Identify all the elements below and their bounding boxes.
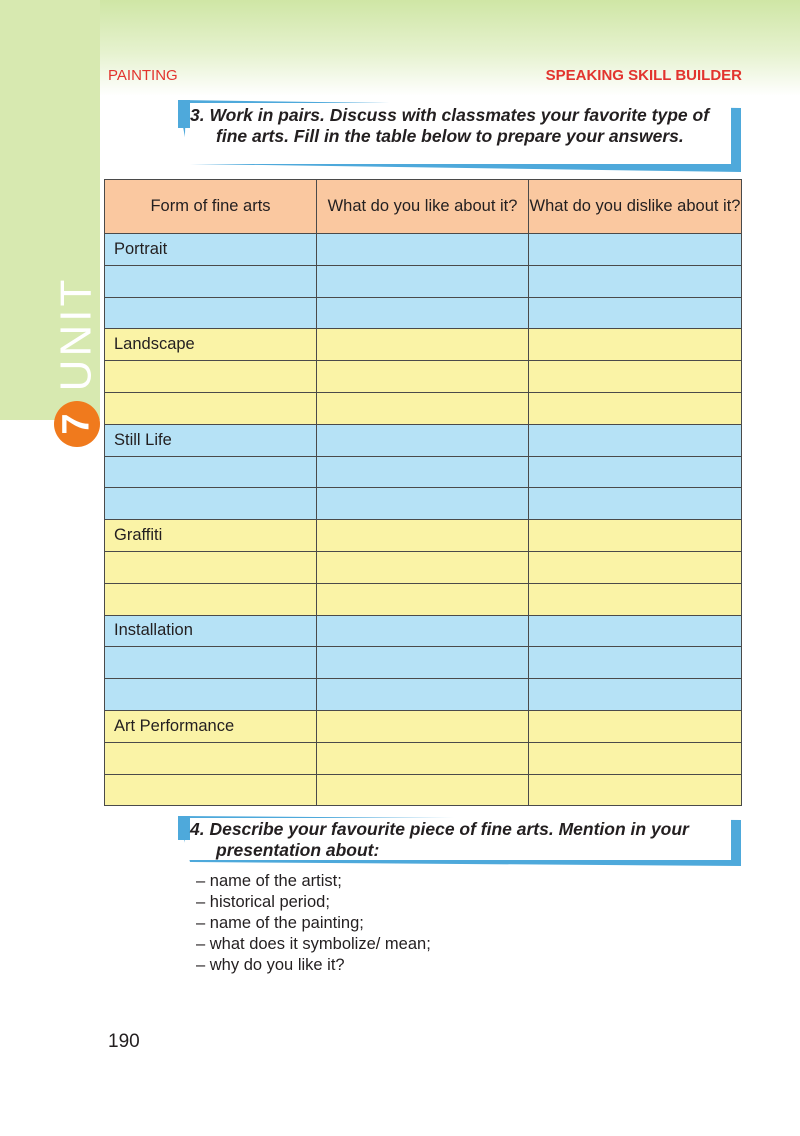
table-row bbox=[105, 392, 742, 424]
table-row bbox=[105, 742, 742, 774]
blank-cell[interactable] bbox=[105, 488, 317, 520]
page-number: 190 bbox=[108, 1031, 140, 1052]
like-input-cell[interactable] bbox=[317, 520, 529, 552]
section-title: PAINTING bbox=[108, 67, 178, 84]
like-input-cell[interactable] bbox=[317, 488, 529, 520]
table-row bbox=[105, 774, 742, 806]
table-row bbox=[105, 615, 742, 647]
dislike-input-cell[interactable] bbox=[529, 742, 742, 774]
like-input-cell[interactable] bbox=[317, 424, 529, 456]
dislike-input-cell[interactable] bbox=[529, 297, 742, 329]
like-input-cell[interactable] bbox=[317, 234, 529, 266]
list-item: – why do you like it? bbox=[196, 955, 431, 976]
art-form-cell: Portrait bbox=[105, 234, 317, 266]
fine-arts-table bbox=[104, 179, 742, 806]
unit-number-badge bbox=[54, 401, 100, 447]
like-input-cell[interactable] bbox=[317, 647, 529, 679]
dislike-input-cell[interactable] bbox=[529, 265, 742, 297]
blank-cell[interactable] bbox=[105, 742, 317, 774]
like-input-cell[interactable] bbox=[317, 297, 529, 329]
unit-number: 7 bbox=[55, 413, 98, 435]
blank-cell[interactable] bbox=[105, 551, 317, 583]
art-form-cell: Still Life bbox=[105, 424, 317, 456]
like-input-cell[interactable] bbox=[317, 329, 529, 361]
dislike-input-cell[interactable] bbox=[529, 583, 742, 615]
dislike-input-cell[interactable] bbox=[529, 551, 742, 583]
art-form-cell: Graffiti bbox=[105, 520, 317, 552]
table-row bbox=[105, 234, 742, 266]
dislike-input-cell[interactable] bbox=[529, 647, 742, 679]
dislike-input-cell[interactable] bbox=[529, 488, 742, 520]
unit-label-text: UNIT bbox=[51, 276, 100, 392]
blank-cell[interactable] bbox=[105, 392, 317, 424]
list-item: – historical period; bbox=[196, 892, 431, 913]
art-form-cell: Installation bbox=[105, 615, 317, 647]
dislike-input-cell[interactable] bbox=[529, 329, 742, 361]
table-row bbox=[105, 456, 742, 488]
blank-cell[interactable] bbox=[105, 647, 317, 679]
table-row bbox=[105, 679, 742, 711]
list-item: – name of the artist; bbox=[196, 871, 431, 892]
art-form-cell: Landscape bbox=[105, 329, 317, 361]
like-input-cell[interactable] bbox=[317, 615, 529, 647]
exercise-3-instruction: 3. Work in pairs. Discuss with classmates your favorite type of fine arts. Fill in the table below to prepare your answers. bbox=[190, 105, 710, 146]
blank-cell[interactable] bbox=[105, 265, 317, 297]
list-item: – what does it symbolize/ mean; bbox=[196, 934, 431, 955]
table-row bbox=[105, 424, 742, 456]
like-input-cell[interactable] bbox=[317, 679, 529, 711]
exercise-3-banner bbox=[178, 98, 741, 172]
like-input-cell[interactable] bbox=[317, 551, 529, 583]
table-row bbox=[105, 297, 742, 329]
unit-label bbox=[52, 278, 100, 390]
exercise-4-instruction: 4. Describe your favourite piece of fine arts. Mention in your presentation about: bbox=[190, 819, 689, 860]
dislike-input-cell[interactable] bbox=[529, 615, 742, 647]
blank-cell[interactable] bbox=[105, 361, 317, 393]
dislike-input-cell[interactable] bbox=[529, 392, 742, 424]
like-input-cell[interactable] bbox=[317, 774, 529, 806]
like-input-cell[interactable] bbox=[317, 583, 529, 615]
table-row bbox=[105, 647, 742, 679]
table-row bbox=[105, 710, 742, 742]
dislike-input-cell[interactable] bbox=[529, 424, 742, 456]
like-input-cell[interactable] bbox=[317, 710, 529, 742]
presentation-checklist bbox=[196, 871, 431, 976]
column-header: What do you like about it? bbox=[317, 180, 529, 234]
column-header: What do you dislike about it? bbox=[529, 180, 742, 234]
art-form-cell: Art Performance bbox=[105, 710, 317, 742]
list-item: – name of the painting; bbox=[196, 913, 431, 934]
table-header-row bbox=[105, 180, 742, 234]
like-input-cell[interactable] bbox=[317, 265, 529, 297]
dislike-input-cell[interactable] bbox=[529, 710, 742, 742]
table-row bbox=[105, 551, 742, 583]
like-input-cell[interactable] bbox=[317, 742, 529, 774]
exercise-4-banner bbox=[178, 814, 741, 866]
blank-cell[interactable] bbox=[105, 679, 317, 711]
table-row bbox=[105, 488, 742, 520]
blank-cell[interactable] bbox=[105, 583, 317, 615]
section-subtitle: SPEAKING SKILL BUILDER bbox=[545, 67, 742, 84]
like-input-cell[interactable] bbox=[317, 392, 529, 424]
dislike-input-cell[interactable] bbox=[529, 679, 742, 711]
blank-cell[interactable] bbox=[105, 297, 317, 329]
like-input-cell[interactable] bbox=[317, 456, 529, 488]
like-input-cell[interactable] bbox=[317, 361, 529, 393]
table-row bbox=[105, 265, 742, 297]
blank-cell[interactable] bbox=[105, 774, 317, 806]
table-row bbox=[105, 329, 742, 361]
blank-cell[interactable] bbox=[105, 456, 317, 488]
dislike-input-cell[interactable] bbox=[529, 361, 742, 393]
column-header: Form of fine arts bbox=[105, 180, 317, 234]
dislike-input-cell[interactable] bbox=[529, 774, 742, 806]
table-row bbox=[105, 361, 742, 393]
dislike-input-cell[interactable] bbox=[529, 520, 742, 552]
dislike-input-cell[interactable] bbox=[529, 234, 742, 266]
dislike-input-cell[interactable] bbox=[529, 456, 742, 488]
table-row bbox=[105, 583, 742, 615]
table-row bbox=[105, 520, 742, 552]
